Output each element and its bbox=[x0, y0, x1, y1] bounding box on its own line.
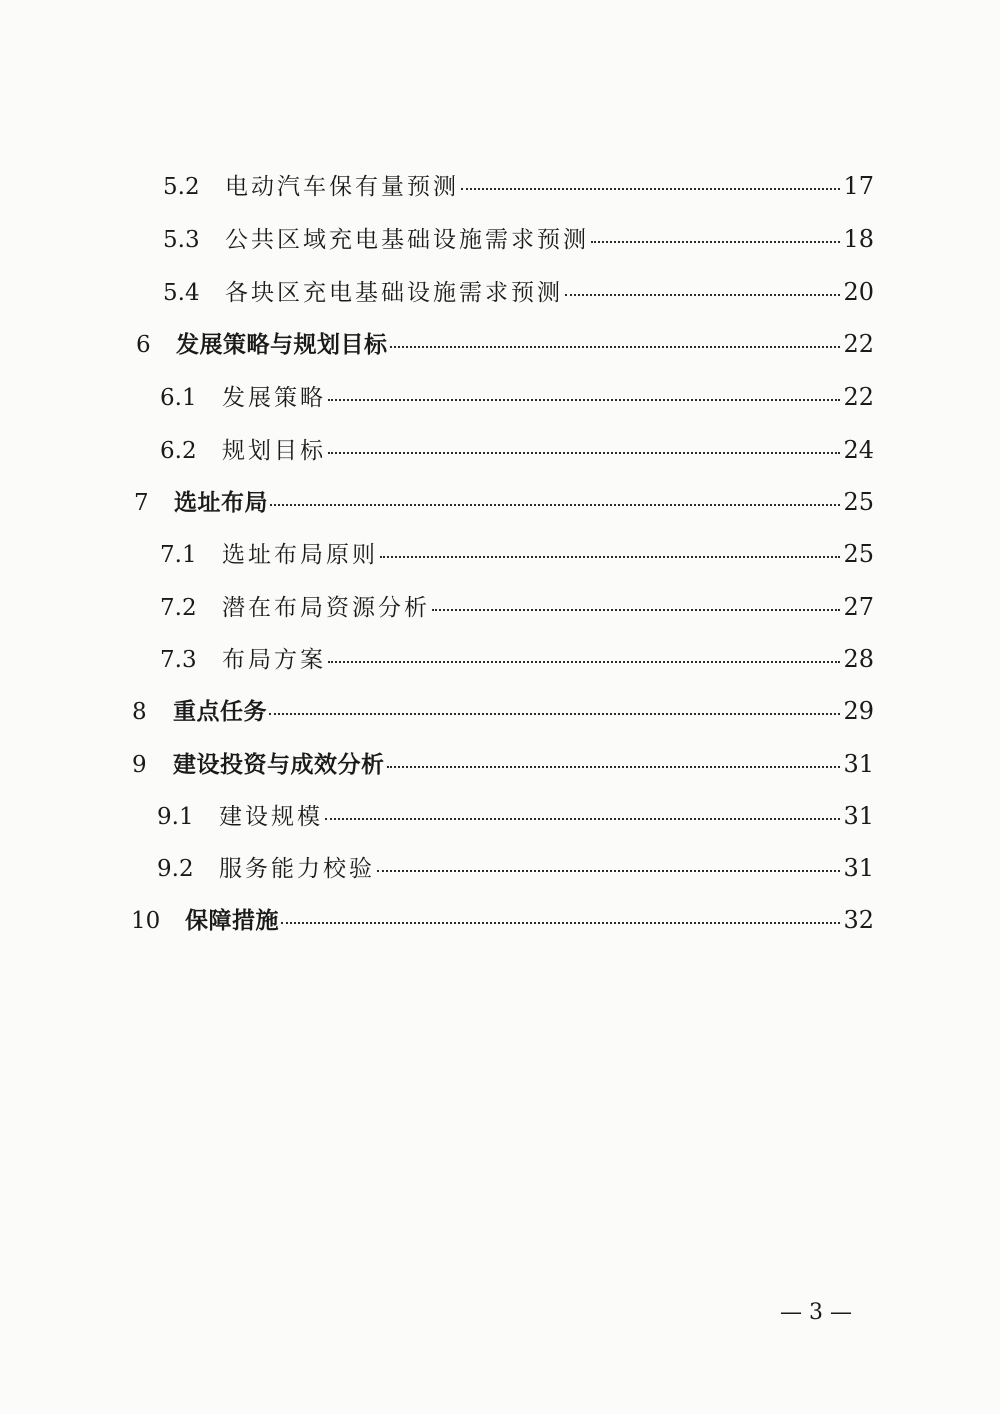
toc-entry-number: 9.2 bbox=[157, 856, 194, 882]
toc-entry-title: 公共区域充电基础设施需求预测 bbox=[225, 227, 589, 253]
toc-entry-page: 22 bbox=[843, 330, 874, 358]
toc-entry-number: 6 bbox=[136, 332, 151, 358]
toc-entry-title: 发展策略与规划目标 bbox=[176, 332, 388, 358]
toc-leader-dots bbox=[325, 818, 840, 820]
toc-entry-title: 建设规模 bbox=[219, 804, 323, 830]
toc-entry-number: 6.2 bbox=[160, 438, 197, 464]
toc-leader-dots bbox=[269, 713, 840, 715]
toc-entry[interactable] bbox=[160, 641, 874, 681]
toc-entry[interactable] bbox=[163, 168, 874, 208]
toc-entry-number: 7.3 bbox=[160, 647, 197, 673]
toc-entry[interactable] bbox=[160, 432, 874, 472]
toc-entry-title: 电动汽车保有量预测 bbox=[225, 174, 459, 200]
toc-leader-dots bbox=[432, 609, 840, 611]
toc-leader-dots bbox=[328, 399, 840, 401]
toc-entry[interactable] bbox=[131, 902, 874, 942]
toc-entry-page: 31 bbox=[843, 854, 874, 882]
toc-entry[interactable] bbox=[157, 798, 874, 838]
toc-entry-title: 重点任务 bbox=[173, 699, 267, 725]
toc-entry-number: 5.2 bbox=[163, 174, 200, 200]
toc-entry-number: 5.4 bbox=[163, 280, 200, 306]
toc-entry-title: 保障措施 bbox=[185, 908, 279, 934]
toc-entry-page: 25 bbox=[843, 488, 874, 516]
toc-entry-title: 选址布局原则 bbox=[222, 542, 378, 568]
toc-entry-number: 9.1 bbox=[157, 804, 194, 830]
toc-entry[interactable] bbox=[132, 746, 874, 786]
toc-entry-page: 29 bbox=[843, 697, 874, 725]
toc-entry[interactable] bbox=[136, 326, 874, 366]
toc-leader-dots bbox=[377, 870, 840, 872]
toc-entry[interactable] bbox=[134, 484, 874, 524]
toc-entry-page: 32 bbox=[843, 906, 874, 934]
toc-leader-dots bbox=[461, 188, 840, 190]
toc-leader-dots bbox=[591, 241, 840, 243]
toc-entry-page: 25 bbox=[843, 540, 874, 568]
toc-entry-page: 22 bbox=[843, 383, 874, 411]
toc-entry-page: 24 bbox=[843, 436, 874, 464]
toc-entry-page: 28 bbox=[843, 645, 874, 673]
toc-entry-number: 7.1 bbox=[160, 542, 197, 568]
toc-leader-dots bbox=[281, 922, 840, 924]
toc-entry[interactable] bbox=[160, 589, 874, 629]
toc-entry-number: 9 bbox=[132, 752, 147, 778]
toc-entry-title: 潜在布局资源分析 bbox=[222, 595, 430, 621]
toc-leader-dots bbox=[565, 294, 840, 296]
toc-entry-page: 27 bbox=[843, 593, 874, 621]
toc-entry-number: 7.2 bbox=[160, 595, 197, 621]
toc-entry[interactable] bbox=[157, 850, 874, 890]
toc-entry[interactable] bbox=[163, 221, 874, 261]
toc-entry-title: 服务能力校验 bbox=[219, 856, 375, 882]
toc-entry-page: 18 bbox=[843, 225, 874, 253]
toc-leader-dots bbox=[380, 556, 840, 558]
toc-entry-page: 31 bbox=[843, 750, 874, 778]
toc-entry-number: 8 bbox=[132, 699, 147, 725]
toc-entry-page: 20 bbox=[843, 278, 874, 306]
toc-entry-page: 17 bbox=[843, 172, 874, 200]
toc-entry-number: 6.1 bbox=[160, 385, 197, 411]
toc-entry[interactable] bbox=[160, 536, 874, 576]
toc-entry-number: 5.3 bbox=[163, 227, 200, 253]
toc-leader-dots bbox=[270, 504, 840, 506]
toc-entry-page: 31 bbox=[843, 802, 874, 830]
toc-entry-number: 10 bbox=[131, 908, 161, 934]
toc-entry-title: 发展策略 bbox=[222, 385, 326, 411]
toc-entry-title: 各块区充电基础设施需求预测 bbox=[225, 280, 563, 306]
toc-entry-title: 规划目标 bbox=[222, 438, 326, 464]
toc-entry-title: 选址布局 bbox=[174, 490, 268, 516]
toc-entry-title: 建设投资与成效分析 bbox=[173, 752, 385, 778]
toc-leader-dots bbox=[390, 346, 841, 348]
toc-leader-dots bbox=[328, 661, 840, 663]
toc-entry[interactable] bbox=[132, 693, 874, 733]
toc-entry[interactable] bbox=[163, 274, 874, 314]
toc-entry-title: 布局方案 bbox=[222, 647, 326, 673]
page-number-footer: — 3 — bbox=[780, 1300, 852, 1325]
toc-leader-dots bbox=[328, 452, 840, 454]
toc-leader-dots bbox=[387, 766, 841, 768]
toc-entry[interactable] bbox=[160, 379, 874, 419]
toc-entry-number: 7 bbox=[134, 490, 149, 516]
